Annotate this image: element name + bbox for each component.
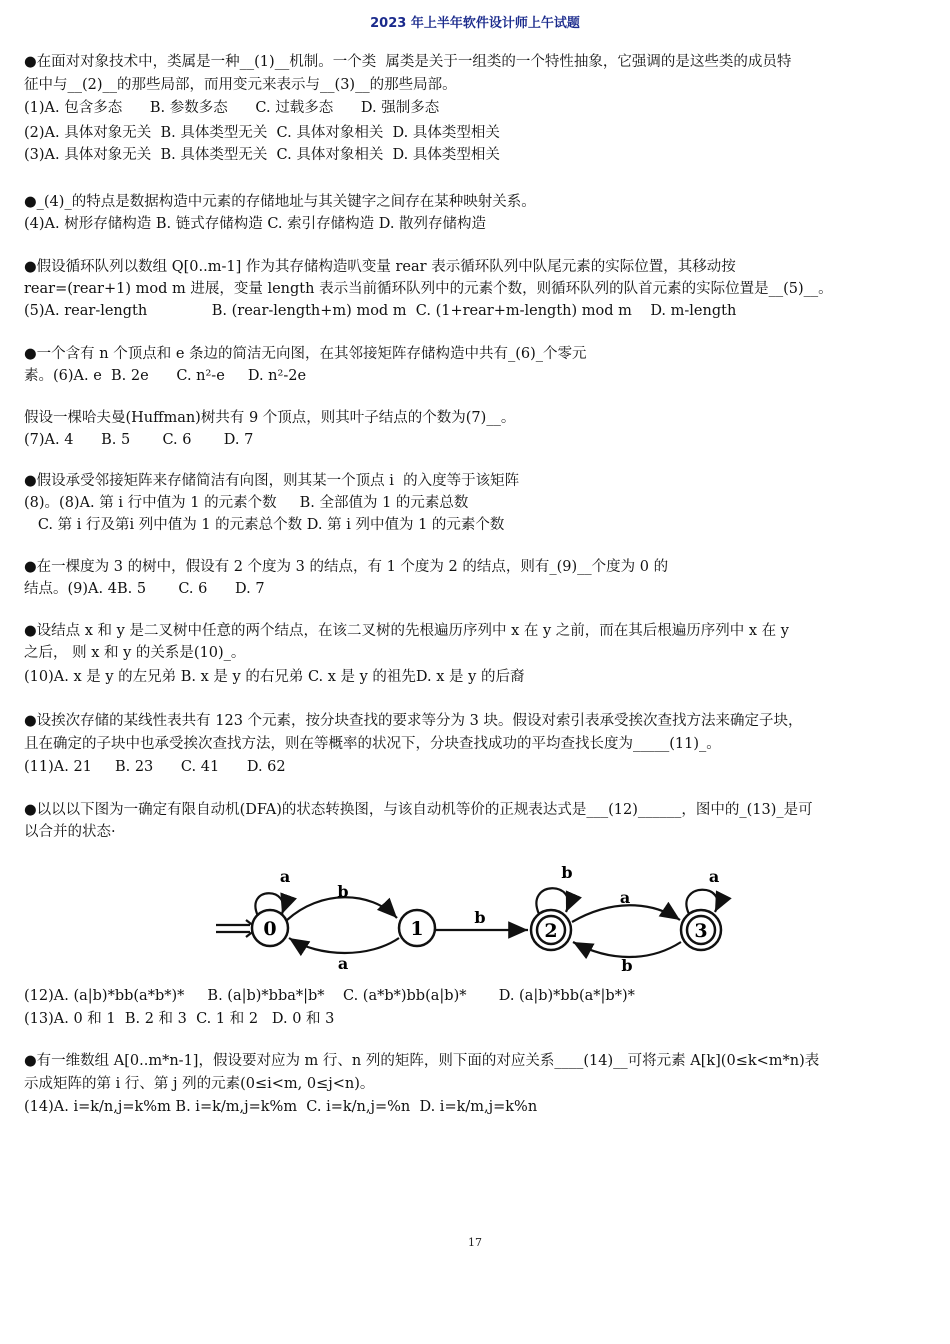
label-e23: a: [619, 888, 631, 907]
edge-2-3: [572, 905, 680, 922]
text-line: ●一个含有 n 个顶点和 e 条边的简洁无向图，在其邻接矩阵存储构造中共有_(6)_个零元: [24, 346, 587, 362]
text-line: 结点。(9)A. 4B. 5 C. 6 D. 7: [24, 581, 265, 597]
text-line: ●在面对对象技术中，类属是一种__(1)__机制。一个类 属类是关于一组类的一个特性抽象，它强调的是这些类的成员特: [24, 54, 792, 70]
text-line: ●_(4)_的特点是数据构造中元素的存储地址与其关键字之间存在某种映射关系。: [24, 194, 536, 210]
label-loop0: a: [279, 867, 291, 886]
state-1: [399, 910, 435, 946]
page-number: 17: [468, 1236, 482, 1249]
text-line: (4)A. 树形存储构造 B. 链式存储构造 C. 索引存储构造 D. 散列存储构造: [24, 216, 487, 232]
label-loop2: b: [561, 863, 573, 882]
state-2: [531, 910, 571, 950]
text-line: (2)A. 具体对象无关 B. 具体类型无关 C. 具体对象相关 D. 具体类型相关: [24, 125, 500, 141]
text-line: ●以以以下图为一确定有限自动机(DFA)的状态转换图，与该自动机等价的正规表达式是___(12)______，图中的_(13)_是可: [24, 802, 813, 818]
text-line: ●设挨次存储的某线性表共有 123 个元素，按分块查找的要求等分为 3 块。假设对索引表承受挨次查找方法来确定子块，: [24, 713, 803, 729]
edge-1-0: [289, 938, 399, 953]
text-line: ●假设循环队列以数组 Q[0..m-1] 作为其存储构造叭变量 rear 表示循环队列中队尾元素的实际位置，其移动按: [24, 259, 736, 275]
text-line: 假设一棵哈夫曼(Huffman)树共有 9 个顶点，则其叶子结点的个数为(7)__。: [24, 410, 516, 426]
label-e32: b: [621, 956, 633, 975]
svg-text:2: 2: [544, 920, 558, 942]
text-line: rear=(rear+1) mod m 进展，变量 length 表示当前循环队列中的元素个数，则循环队列的队首元素的实际位置是__(5)__。: [24, 281, 833, 297]
text-line: C. 第 i 行及第i 列中值为 1 的元素总个数 D. 第 i 列中值为 1 的元素个数: [24, 517, 505, 533]
text-line: 示成矩阵的第 i 行、第 j 列的元素(0≤i<m, 0≤j<n)。: [24, 1076, 375, 1092]
text-line: (14)A. i=k/n,j=k%m B. i=k/m,j=k%m C. i=k/n,j=%n D. i=k/m,j=k%n: [24, 1099, 538, 1115]
label-e12: b: [474, 908, 486, 927]
label-loop3: a: [708, 867, 720, 886]
text-line: 征中与__(2)__的那些局部，而用变元来表示与__(3)__的那些局部。: [24, 77, 457, 93]
label-e10: a: [337, 954, 349, 973]
text-line: (11)A. 21 B. 23 C. 41 D. 62: [24, 759, 286, 775]
svg-text:0: 0: [263, 918, 277, 940]
svg-text:1: 1: [410, 918, 424, 940]
text-line: 以合并的状态·: [24, 824, 116, 840]
text-line: ●设结点 x 和 y 是二叉树中任意的两个结点，在该二叉树的先根遍历序列中 x 在 y 之前，而在其后根遍历序列中 x 在 y: [24, 623, 789, 639]
state-3: [681, 910, 721, 950]
text-line: (1)A. 包含多态 B. 参数多态 C. 过载多态 D. 强制多态: [24, 100, 440, 116]
text-line: 素。(6)A. e B. 2e C. n²-e D. n²-2e: [24, 368, 307, 384]
label-e01: b: [337, 882, 349, 901]
text-line: 且在确定的子块中也承受挨次查找方法，则在等概率的状况下，分块查找成功的平均查找长度为_____(11)_。: [24, 736, 721, 752]
text-line: ●在一棵度为 3 的树中，假设有 2 个度为 3 的结点，有 1 个度为 2 的结点，则有_(9)__个度为 0 的: [24, 559, 669, 575]
dfa-diagram: [0, 850, 950, 990]
text-line: 之后， 则 x 和 y 的关系是(10)_。: [24, 645, 246, 661]
text-line: (13)A. 0 和 1 B. 2 和 3 C. 1 和 2 D. 0 和 3: [24, 1011, 335, 1027]
text-line: (8)。(8)A. 第 i 行中值为 1 的元素个数 B. 全部值为 1 的元素总数: [24, 495, 469, 511]
edge-3-2: [573, 942, 681, 957]
text-line: (3)A. 具体对象无关 B. 具体类型无关 C. 具体对象相关 D. 具体类型相关: [24, 147, 500, 163]
text-line: (10)A. x 是 y 的左兄弟 B. x 是 y 的右兄弟 C. x 是 y 的祖先D. x 是 y 的后裔: [24, 669, 525, 685]
page-header: 2023 年上半年软件设计师上午试题: [370, 16, 580, 31]
text-line: ●假设承受邻接矩阵来存储简洁有向图，则其某一个顶点 i 的入度等于该矩阵: [24, 473, 520, 489]
text-line: (5)A. rear-length B. (rear-length+m) mod m C. (1+rear+m-length) mod m D. m-length: [24, 303, 737, 319]
text-line: (7)A. 4 B. 5 C. 6 D. 7: [24, 432, 254, 448]
text-line: (12)A. (a|b)*bb(a*b*)* B. (a|b)*bba*|b* C. (a*b*)bb(a|b)* D. (a|b)*bb(a*|b*)*: [24, 988, 635, 1004]
text-line: ●有一维数组 A[0..m*n-1]，假设要对应为 m 行、n 列的矩阵，则下面的对应关系____(14)__可将元素 A[k](0≤k<m*n)表: [24, 1053, 820, 1069]
svg-text:3: 3: [694, 920, 708, 942]
